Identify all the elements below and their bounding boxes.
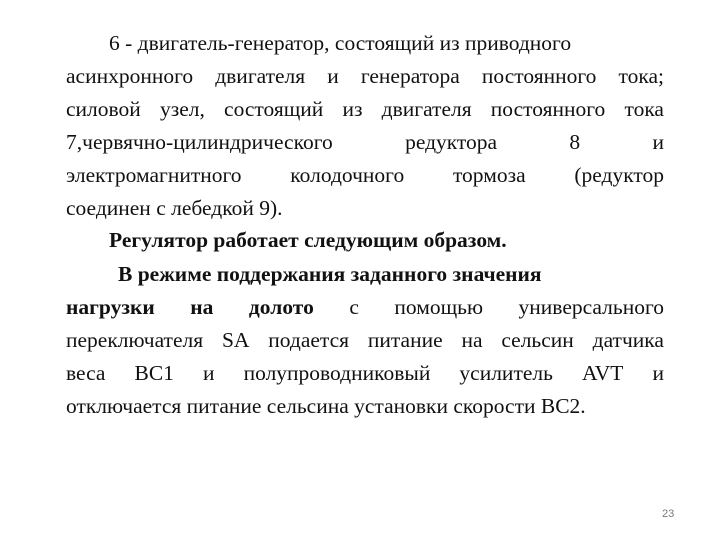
word: усилитель: [459, 361, 553, 385]
word: тока;: [618, 64, 664, 88]
paragraph-line: [66, 60, 664, 93]
paragraph-line: [66, 93, 664, 126]
paragraph-line: [66, 357, 664, 390]
word: и: [652, 361, 664, 385]
word: и: [327, 64, 339, 88]
word: на: [190, 295, 214, 319]
paragraph-line: В режиме поддержания заданного значения: [118, 262, 542, 286]
word: с: [349, 295, 359, 319]
paragraph-line: [66, 324, 664, 357]
word: нагрузки: [66, 295, 155, 319]
word: BC1: [134, 361, 174, 385]
word: датчика: [592, 328, 664, 352]
word: двигателя: [381, 97, 472, 121]
section-heading: Регулятор работает следующим образом.: [109, 228, 507, 252]
word: (редуктор: [574, 163, 664, 187]
word: асинхронного: [66, 64, 194, 88]
word: и: [203, 361, 215, 385]
word: подается: [268, 328, 350, 352]
word: из: [342, 97, 363, 121]
word: узел,: [159, 97, 205, 121]
word: двигателя: [215, 64, 306, 88]
word: тока: [624, 97, 664, 121]
word: тормоза: [452, 163, 526, 187]
paragraph-heading: [66, 224, 664, 257]
paragraph-line: [66, 159, 664, 192]
word: постоянного: [490, 97, 606, 121]
word: колодочного: [290, 163, 405, 187]
word: долото: [248, 295, 314, 319]
word: на: [461, 328, 483, 352]
word: переключателя: [66, 328, 204, 352]
paragraph-components: [66, 27, 664, 225]
paragraph-line: [66, 291, 664, 324]
paragraph-line: [66, 126, 664, 159]
word: питание: [367, 328, 443, 352]
word: генератора: [360, 64, 460, 88]
word: сельсин: [501, 328, 574, 352]
word: универсального: [518, 295, 664, 319]
word: и: [652, 130, 664, 154]
word: редуктора: [405, 130, 498, 154]
paragraph-line: отключается питание сельсина установки скорости BC2.: [66, 394, 586, 418]
word: силовой: [66, 97, 141, 121]
word: 7,червячно-цилиндрического: [66, 130, 333, 154]
word: веса: [66, 361, 106, 385]
word: SA: [221, 328, 250, 352]
word: 8: [569, 130, 581, 154]
paragraph-operation-mode: [66, 258, 664, 423]
word: состоящий: [224, 97, 324, 121]
paragraph-line: соединен с лебедкой 9).: [66, 196, 283, 220]
word: помощью: [394, 295, 484, 319]
paragraph-line: 6 - двигатель-генератор, состоящий из приводного: [109, 31, 572, 55]
page-number: 23: [662, 508, 675, 520]
word: AVT: [581, 361, 624, 385]
word: полупроводниковый: [243, 361, 431, 385]
word: постоянного: [481, 64, 597, 88]
word: электромагнитного: [66, 163, 242, 187]
